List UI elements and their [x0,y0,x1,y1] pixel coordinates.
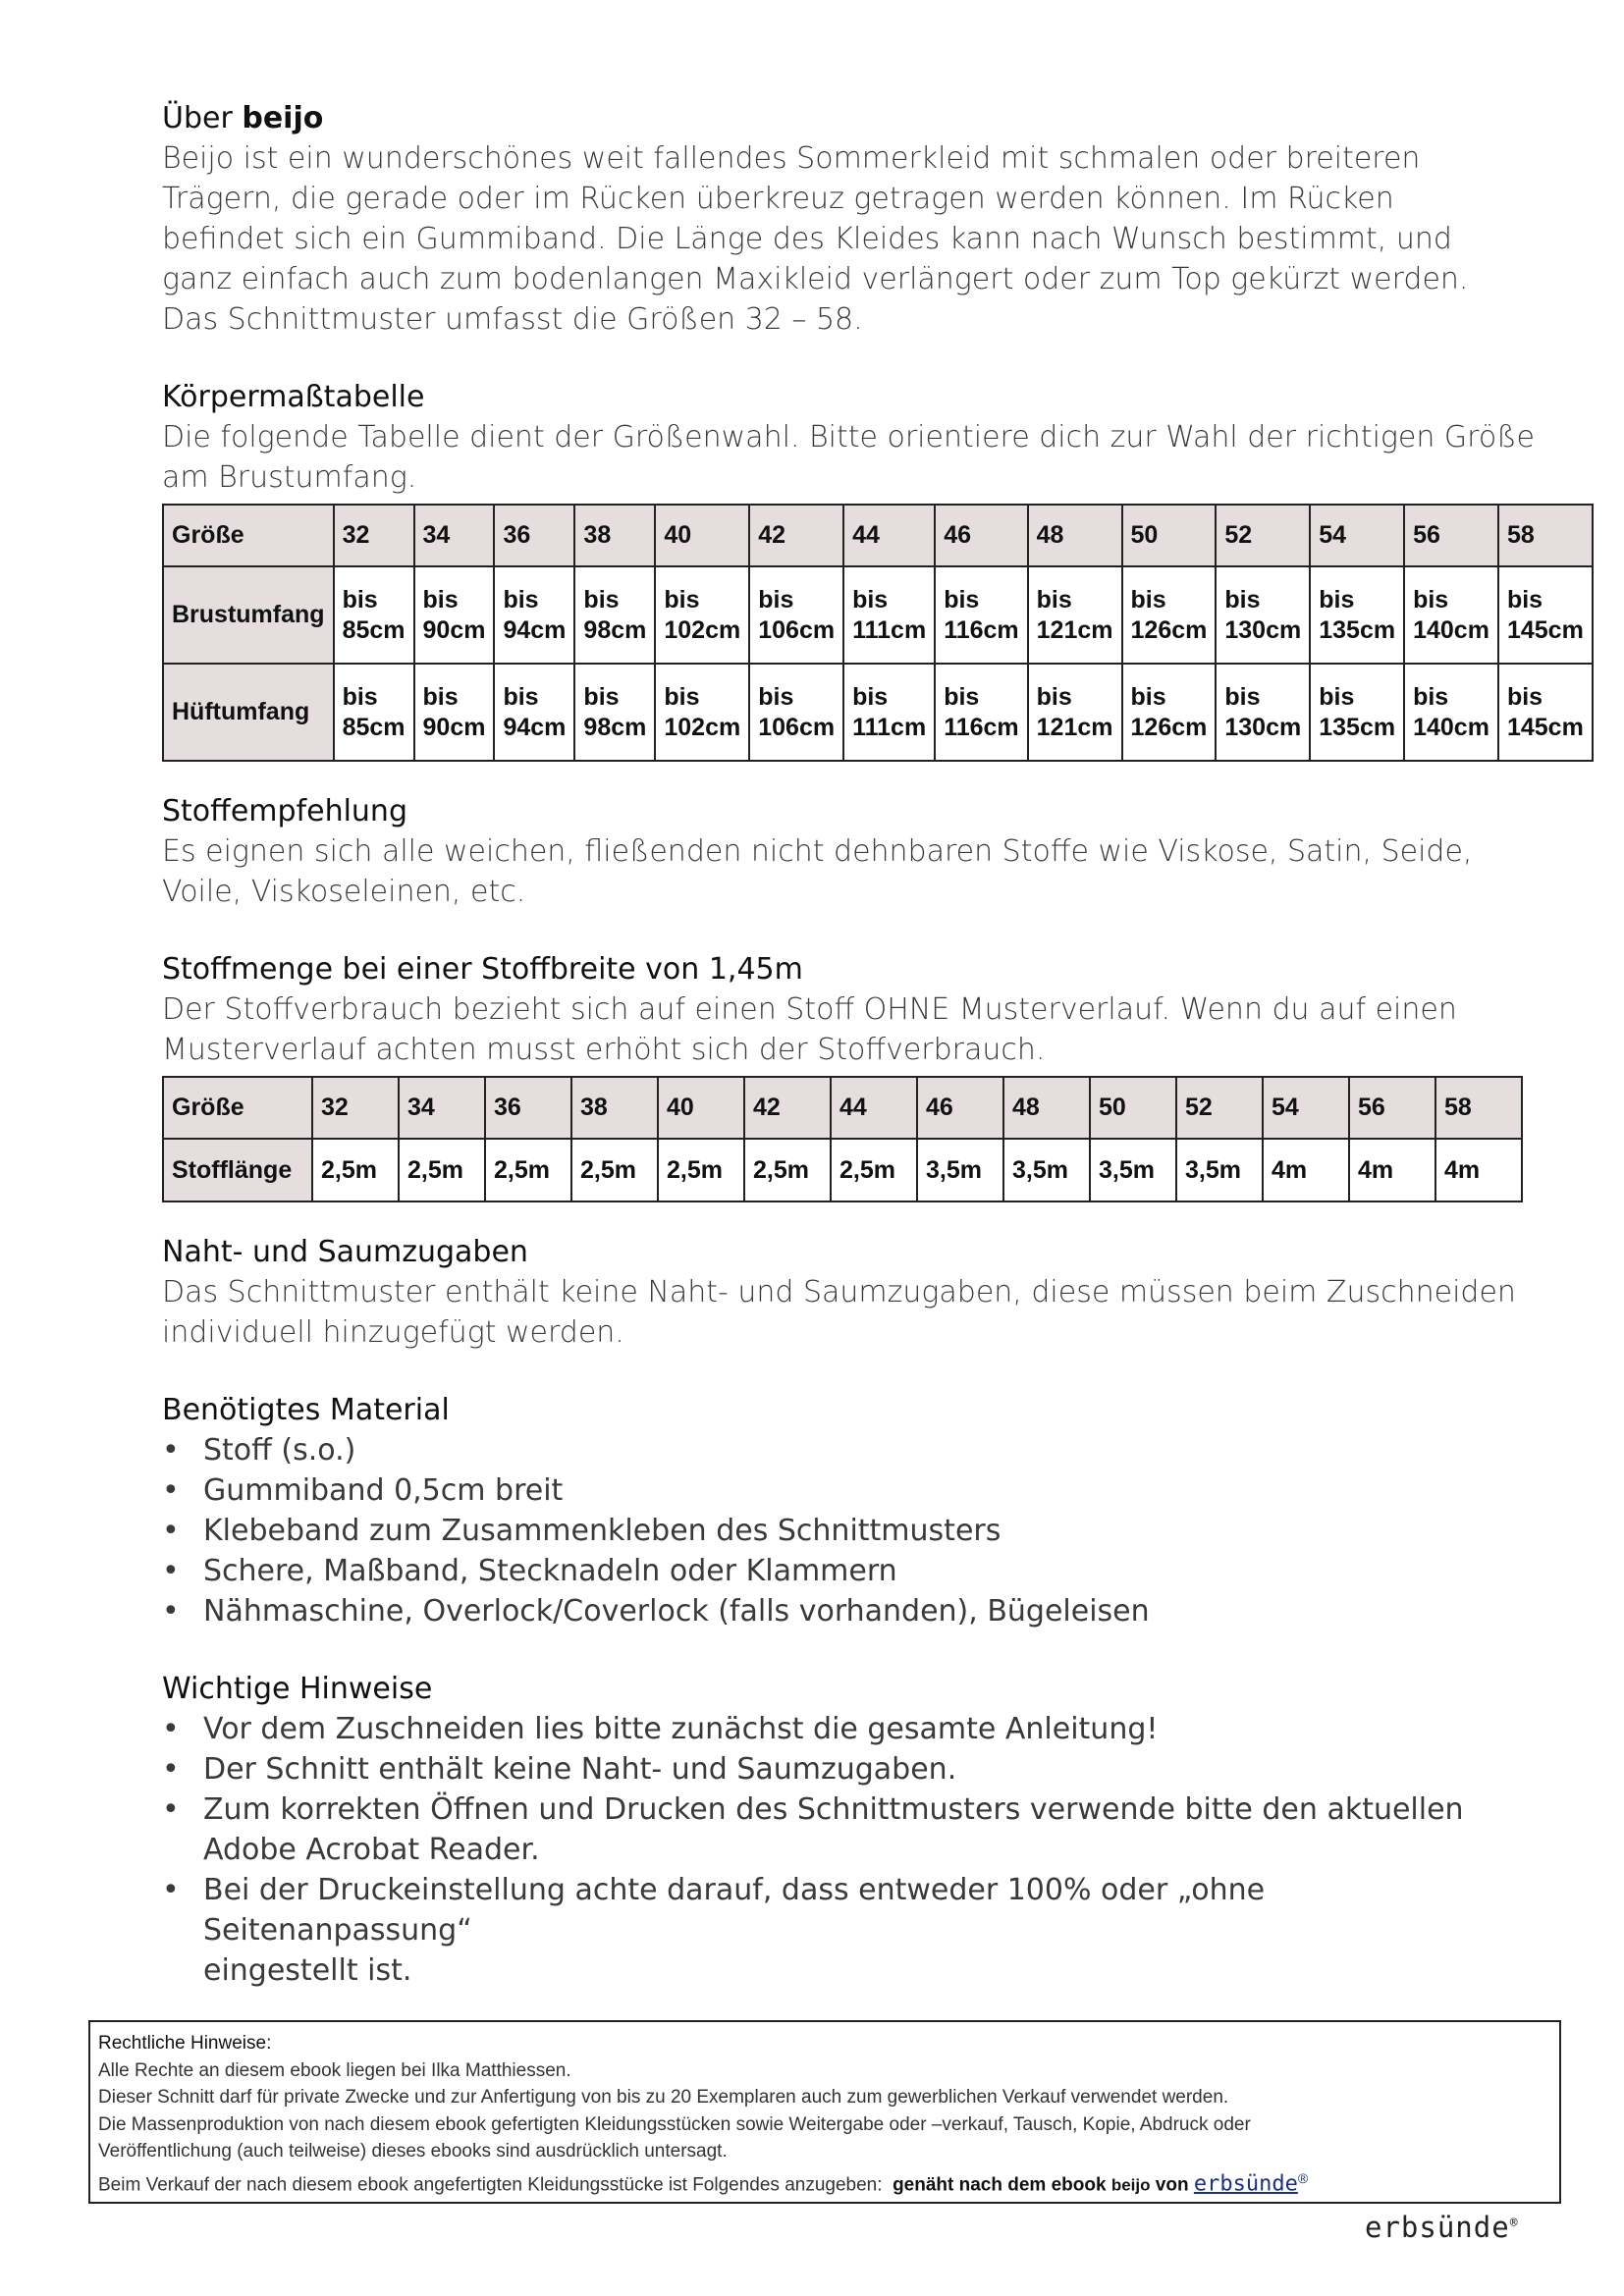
measure-value: 102cm [664,713,741,741]
measure-value: 145cm [1506,713,1584,741]
fabric-length-cell: 3,5m [917,1139,1003,1201]
measure-cell [1404,664,1498,761]
measure-text [162,417,1535,498]
measure-value: 121cm [1036,615,1113,644]
measure-cell [334,664,414,761]
measure-section [162,377,1584,762]
size-header-cell: 56 [1404,505,1498,566]
fabric-amount-line: Musterverlauf achten musst erhöht sich der Stoffverbrauch. [162,1033,1046,1067]
list-item: • Nähmaschine, Overlock/Coverlock (falls vorhanden), Bügeleisen [162,1591,1527,1631]
measure-value: 126cm [1130,713,1208,741]
intro-title [162,98,1527,138]
intro-line: Das Schnittmuster umfasst die Größen 32 – 58. [162,302,863,337]
measure-prefix: bis [1130,682,1166,711]
fabric-amount-line: Der Stoffverbrauch bezieht sich auf einen Stoff OHNE Musterverlauf. Wenn du auf einen [162,992,1457,1027]
table-row [163,1139,1522,1201]
fabric-rec-line: Es eignen sich alle weichen, fließenden nicht dehnbaren Stoffe wie Viskose, Satin, Seide, [162,834,1473,869]
seams-section [162,1232,1527,1353]
intro-line: ganz einfach auch zum bodenlangen Maxikleid verlängert oder zum Top gekürzt werden. [162,262,1469,296]
size-header-cell: 44 [843,505,935,566]
measure-cell [1122,664,1217,761]
measure-value: 130cm [1224,615,1302,644]
intro-title-name: beijo [242,101,324,135]
measure-cell [574,566,655,664]
measure-cell [1404,566,1498,664]
fabric-length-cell: 2,5m [744,1139,831,1201]
measure-cell [749,664,843,761]
measure-prefix: bis [758,682,794,711]
notes-section [162,1669,1527,1991]
fabric-rec-title: Stoffempfehlung [162,794,407,828]
measure-prefix: bis [944,585,980,614]
size-header-cell: 36 [485,1077,571,1139]
measure-cell [1216,566,1310,664]
measure-prefix: bis [583,682,620,711]
size-header-cell: 50 [1090,1077,1176,1139]
size-header-cell: 54 [1263,1077,1349,1139]
measure-cell [494,566,574,664]
measure-line: Die folgende Tabelle dient der Größenwahl. Bitte orientiere dich zur Wahl der richtigen Größe [162,420,1535,454]
legal-line: Dieser Schnitt darf für private Zwecke und zur Anfertigung von bis zu 20 Exemplaren auch zum gewerblichen Verkauf verwendet werden. [98,2087,1229,2108]
measure-value: 98cm [583,615,647,644]
measure-cell [494,664,574,761]
list-item: • Schere, Maßband, Stecknadeln oder Klammern [162,1551,1527,1591]
list-item: • Stoff (s.o.) [162,1430,1527,1470]
legal-title: Rechtliche Hinweise: [98,2033,272,2054]
measure-value: 106cm [758,713,836,741]
size-header-cell: 42 [744,1077,831,1139]
seams-line: individuell hinzugefügt werden. [162,1315,624,1350]
size-header-cell: 48 [1003,1077,1090,1139]
note-line: Bei der Druckeinstellung achte darauf, dass entweder 100% oder „ohne Seitenanpassung“ [203,1873,1266,1948]
size-header-cell: 32 [312,1077,399,1139]
note-line: Der Schnitt enthält keine Naht- und Saumzugaben. [203,1752,957,1787]
list-item [162,1709,1527,1749]
size-header-cell: 48 [1028,505,1122,566]
size-header-cell: 44 [831,1077,917,1139]
size-header-cell: 58 [1498,505,1593,566]
fabric-rec-line: Voile, Viskoseleinen, etc. [162,875,526,909]
footer-brand-text: erbsünde [1365,2211,1510,2244]
measure-value: 85cm [342,615,406,644]
fabric-length-cell: 2,5m [312,1139,399,1201]
fabric-table [162,1076,1523,1202]
fabric-rec-section [162,791,1527,912]
measure-cell [655,566,749,664]
measure-value: 135cm [1319,713,1396,741]
size-header-cell: 38 [574,505,655,566]
measure-value: 111cm [852,713,927,741]
size-header-cell: 32 [334,505,414,566]
measure-value: 116cm [944,713,1019,741]
size-header-cell: 36 [494,505,574,566]
fabric-length-cell: 4m [1263,1139,1349,1201]
size-header-cell: 34 [399,1077,485,1139]
size-header-cell: 46 [917,1077,1003,1139]
size-header-cell: 52 [1216,505,1310,566]
size-header-cell: 40 [655,505,749,566]
note-line: Vor dem Zuschneiden lies bitte zunächst die gesamte Anleitung! [203,1712,1159,1746]
measure-cell [1122,566,1217,664]
measure-cell [935,664,1027,761]
seams-line: Das Schnittmuster enthält keine Naht- und Saumzugaben, diese müssen beim Zuschneiden [162,1275,1516,1309]
measure-prefix: bis [944,682,980,711]
size-header-cell: 40 [658,1077,744,1139]
measure-prefix: bis [1413,585,1449,614]
measure-cell [843,566,935,664]
measure-cell [574,664,655,761]
fabric-length-cell: 2,5m [571,1139,658,1201]
measure-value: 85cm [342,713,406,741]
footer-reg: ® [1509,2216,1519,2231]
fabric-length-cell: 4m [1349,1139,1435,1201]
table-row [163,664,1593,761]
measure-prefix: bis [1036,585,1072,614]
size-header-cell: 42 [749,505,843,566]
measure-prefix: bis [1319,682,1355,711]
measure-prefix: bis [1506,682,1543,711]
list-item [162,1789,1527,1870]
measure-cell [935,566,1027,664]
measure-prefix: bis [1506,585,1543,614]
size-header-cell: 38 [571,1077,658,1139]
credit-von: von [1155,2173,1189,2195]
measure-value: 145cm [1506,615,1584,644]
size-header-cell: 50 [1122,505,1217,566]
page-content [162,98,1584,2028]
measure-value: 111cm [852,615,927,644]
size-header-cell: 58 [1435,1077,1522,1139]
row-label: Brustumfang [163,566,334,664]
note-line: Adobe Acrobat Reader. [203,1833,540,1867]
measure-value: 130cm [1224,713,1302,741]
fabric-amount-text [162,989,1527,1070]
measure-prefix: bis [1413,682,1449,711]
measure-cell [414,664,495,761]
measure-value: 106cm [758,615,836,644]
size-header-cell: 54 [1310,505,1404,566]
footer-logo [1365,2211,1519,2244]
fabric-length-cell: 3,5m [1176,1139,1263,1201]
measure-title: Körpermaßtabelle [162,380,425,414]
measure-value: 121cm [1036,713,1113,741]
legal-credit-line [98,2165,1551,2199]
measure-prefix: bis [664,682,700,711]
measure-cell [1498,566,1593,664]
legal-line: Alle Rechte an diesem ebook liegen bei Ilka Matthiessen. [98,2059,571,2081]
legal-line: Die Massenproduktion von nach diesem ebook gefertigten Kleidungsstücken sowie Weitergabe oder –verkauf, Tausch, Kopie, Abdruck oder [98,2113,1251,2135]
table-header-size: Größe [163,505,334,566]
measure-cell [1028,664,1122,761]
note-line: eingestellt ist. [203,1953,412,1988]
measure-value: 94cm [503,615,567,644]
size-header-cell: 46 [935,505,1027,566]
measure-value: 94cm [503,713,567,741]
note-line: Zum korrekten Öffnen und Drucken des Schnittmusters verwende bitte den aktuellen [203,1792,1464,1827]
measure-prefix: bis [1036,682,1072,711]
fabric-length-cell: 2,5m [658,1139,744,1201]
fabric-length-cell: 4m [1435,1139,1522,1201]
measure-prefix: bis [342,682,378,711]
list-item [162,1749,1527,1789]
size-header-cell: 34 [414,505,495,566]
credit-name: beijo [1110,2174,1151,2194]
row-label: Hüftumfang [163,664,334,761]
measure-prefix: bis [422,682,459,711]
measure-value: 126cm [1130,615,1208,644]
measure-prefix: bis [1224,682,1261,711]
list-item: • Gummiband 0,5cm breit [162,1470,1527,1511]
measure-prefix: bis [583,585,620,614]
measure-value: 90cm [422,615,486,644]
measure-cell [1310,664,1404,761]
fabric-rec-text [162,831,1527,912]
measure-prefix: bis [1319,585,1355,614]
measure-value: 140cm [1413,615,1489,644]
measure-prefix: bis [422,585,459,614]
intro-line: Trägern, die gerade oder im Rücken überkreuz getragen werden können. Im Rücken [162,182,1394,216]
notes-title: Wichtige Hinweise [162,1672,433,1706]
seams-text [162,1272,1527,1353]
table-header-size: Größe [163,1077,312,1139]
credit-reg: ® [1297,2169,1309,2186]
legal-line-prefix: Beim Verkauf der nach diesem ebook angefertigten Kleidungsstücke ist Folgendes anzugeben: [98,2173,883,2195]
fabric-length-cell: 3,5m [1090,1139,1176,1201]
measure-prefix: bis [503,585,539,614]
intro-line: befindet sich ein Gummiband. Die Länge des Kleides kann nach Wunsch bestimmt, und [162,222,1452,256]
size-header-cell: 56 [1349,1077,1435,1139]
measure-prefix: bis [503,682,539,711]
measure-cell [1498,664,1593,761]
measure-value: 140cm [1413,713,1489,741]
fabric-length-cell: 2,5m [485,1139,571,1201]
fabric-amount-section [162,949,1527,1202]
measure-cell [749,566,843,664]
fabric-amount-title: Stoffmenge bei einer Stoffbreite von 1,45m [162,952,803,987]
measure-table [162,504,1594,762]
measure-prefix: bis [758,585,794,614]
intro-section [162,98,1527,340]
measure-prefix: bis [1224,585,1261,614]
measure-prefix: bis [664,585,700,614]
measure-line: am Brustumfang. [162,460,417,495]
legal-line: Veröffentlichung (auch teilweise) dieses ebooks sind ausdrücklich untersagt. [98,2141,728,2162]
measure-value: 116cm [944,615,1019,644]
measure-value: 135cm [1319,615,1396,644]
seams-title: Naht- und Saumzugaben [162,1235,528,1269]
legal-box [88,2020,1561,2204]
material-list [162,1430,1527,1631]
row-label: Stofflänge [163,1139,312,1201]
material-section [162,1390,1527,1631]
credit-brand-link[interactable]: erbsünde [1193,2170,1298,2196]
list-item: • Klebeband zum Zusammenkleben des Schnittmusters [162,1511,1527,1551]
measure-cell [334,566,414,664]
measure-prefix: bis [852,585,889,614]
measure-cell [1310,566,1404,664]
measure-value: 98cm [583,713,647,741]
list-item [162,1870,1527,1991]
measure-cell [414,566,495,664]
measure-value: 102cm [664,615,741,644]
measure-prefix: bis [852,682,889,711]
measure-cell [843,664,935,761]
notes-list [162,1709,1527,1991]
measure-cell [655,664,749,761]
fabric-length-cell: 2,5m [399,1139,485,1201]
intro-text [162,138,1527,340]
intro-title-prefix: Über [162,101,233,135]
fabric-length-cell: 3,5m [1003,1139,1090,1201]
measure-prefix: bis [1130,585,1166,614]
measure-cell [1216,664,1310,761]
table-row [163,566,1593,664]
fabric-length-cell: 2,5m [831,1139,917,1201]
credit-bold: genäht nach dem ebook [893,2173,1107,2195]
measure-value: 90cm [422,713,486,741]
measure-prefix: bis [342,585,378,614]
measure-cell [1028,566,1122,664]
material-title: Benötigtes Material [162,1393,450,1427]
size-header-cell: 52 [1176,1077,1263,1139]
intro-line: Beijo ist ein wunderschönes weit fallendes Sommerkleid mit schmalen oder breiteren [162,141,1421,176]
